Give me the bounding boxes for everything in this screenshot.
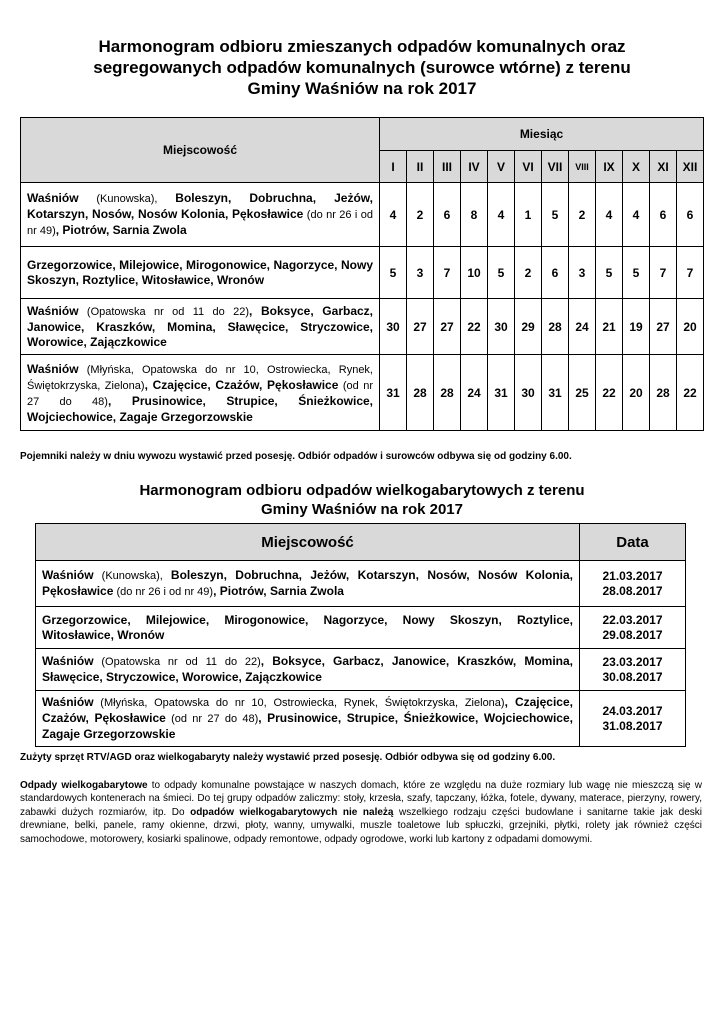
title-line: Harmonogram odbioru odpadów wielkogabarytowych z terenu xyxy=(139,482,585,499)
pickup-day-cell: 28 xyxy=(650,355,677,431)
pickup-day-cell: 27 xyxy=(407,299,434,355)
text-fragment: to odpady komunalne powstające w naszych domach, które ze względu na duże rozmiary lub wagę nie mieszczą się w standardowych kontenerach na śmieci. Do tej grupy odpadów zaliczmy: stoły, krzesła, szafy, tapczany, łóżka, fotele, dywany, materace, pierzyny, rowery, zabawki dużych rozmiarów, itp. Do xyxy=(20,780,703,818)
text-fragment: (Kunowska), xyxy=(93,569,171,582)
pickup-day-cell: 31 xyxy=(488,355,515,431)
mixed-waste-schedule-table xyxy=(20,117,704,431)
pickup-day-cell: 8 xyxy=(461,183,488,247)
month-header: II xyxy=(407,151,434,183)
location-cell xyxy=(21,355,380,431)
location-cell xyxy=(36,649,580,691)
pickup-day-cell: 28 xyxy=(542,299,569,355)
pickup-day-cell: 31 xyxy=(542,355,569,431)
pickup-day-cell: 20 xyxy=(623,355,650,431)
title-line: Harmonogram odbioru zmieszanych odpadów komunalnych oraz xyxy=(98,37,626,56)
location-cell xyxy=(21,183,380,247)
pickup-day-cell: 3 xyxy=(407,247,434,299)
pickup-day-cell: 4 xyxy=(596,183,623,247)
text-fragment: (od nr 27 do 48) xyxy=(165,713,259,725)
pickup-day-cell: 21 xyxy=(596,299,623,355)
text-fragment: Boleszyn, Dobruchna, Jeżów, Kotarszyn, Nosów, Nosów Kolonia, Pękosławice xyxy=(42,567,573,598)
month-header: III xyxy=(434,151,461,183)
date-cell xyxy=(580,561,686,607)
pickup-day-cell: 29 xyxy=(515,299,542,355)
text-fragment: (Młyńska, Opatowska do nr 10, Ostrowiecka, Rynek, Świętokrzyska, Zielona) xyxy=(27,363,373,392)
month-column-header: Miesiąc xyxy=(380,118,704,151)
pickup-day-cell: 5 xyxy=(488,247,515,299)
pickup-date: 21.03.2017 xyxy=(602,568,663,583)
text-fragment: (od nr 27 do 48) xyxy=(27,379,373,408)
text-fragment: Waśniów xyxy=(42,654,94,668)
text-fragment: , Czajęcice, Czażów, Pękosławice xyxy=(144,377,339,392)
text-fragment: Waśniów xyxy=(42,695,94,709)
text-fragment: (Opatowska nr od 11 do 22) xyxy=(93,656,261,668)
pickup-day-cell: 27 xyxy=(650,299,677,355)
text-fragment: Waśniów xyxy=(27,304,79,318)
table-row xyxy=(36,691,686,747)
pickup-day-cell: 2 xyxy=(569,183,596,247)
table-row xyxy=(21,183,704,247)
table-row xyxy=(36,561,686,607)
month-header: V xyxy=(488,151,515,183)
location-cell xyxy=(36,691,580,747)
text-fragment: , Boksyce, Garbacz, Janowice, Kraszków, Momina, Sławęcice, Stryczowice, Worowice, Zajączkowice xyxy=(42,654,573,684)
text-fragment: (Opatowska nr od 11 do 22) xyxy=(78,306,249,318)
text-fragment: Grzegorzowice, Milejowice, Mirogonowice, Nagorzyce, Nowy Skoszyn, Roztylice, Witosławice, Wronów xyxy=(27,258,373,287)
title-line: segregowanych odpadów komunalnych (surowce wtórne) z terenu xyxy=(93,58,631,77)
text-fragment: Waśniów xyxy=(42,567,94,582)
text-fragment: (do nr 26 i od nr 49) xyxy=(113,585,214,598)
pickup-day-cell: 31 xyxy=(380,355,407,431)
pickup-date: 23.03.2017 xyxy=(602,654,663,669)
container-note: Pojemniki należy w dniu wywozu wystawić przed posesję. Odbiór odpadów i surowców odbywa się od godziny 6.00. xyxy=(20,451,572,462)
location-cell xyxy=(36,561,580,607)
pickup-day-cell: 7 xyxy=(650,247,677,299)
pickup-day-cell: 6 xyxy=(677,183,704,247)
schedule-title-mixed-waste xyxy=(20,36,704,99)
table-row xyxy=(21,355,704,431)
pickup-day-cell: 4 xyxy=(488,183,515,247)
pickup-date: 29.08.2017 xyxy=(602,627,663,642)
text-fragment: wszelkiego rodzaju części budowlane i sanitarne takie jak deski drewniane, belki, panele, ramy okienne, drzwi, płoty, wanny, umywalki, muszle toaletowe lub spłuczki, grzejniki, płytki, rolety jak również części samochodowe, motorowery, kosiarki spalinowe, odpady remontowe, odpady ogrodowe, worki lub kartony z odpadami domowymi. xyxy=(20,806,703,845)
text-fragment: , Boksyce, Garbacz, Janowice, Kraszków, Momina, Sławęcice, Stryczowice, Worowice, Zajączkowice xyxy=(27,304,373,349)
date-column-header: Data xyxy=(580,524,686,561)
pickup-day-cell: 30 xyxy=(515,355,542,431)
text-fragment: (Młyńska, Opatowska do nr 10, Ostrowiecka, Rynek, Świętokrzyska, Zielona) xyxy=(93,697,505,709)
pickup-day-cell: 5 xyxy=(623,247,650,299)
text-fragment: (do nr 26 i od nr 49) xyxy=(27,209,374,237)
pickup-day-cell: 25 xyxy=(569,355,596,431)
month-header: XI xyxy=(650,151,677,183)
pickup-day-cell: 5 xyxy=(596,247,623,299)
pickup-day-cell: 6 xyxy=(650,183,677,247)
pickup-date: 22.03.2017 xyxy=(602,612,663,627)
month-header: VII xyxy=(542,151,569,183)
date-cell xyxy=(580,607,686,649)
pickup-day-cell: 30 xyxy=(488,299,515,355)
bulky-waste-schedule-table xyxy=(35,523,686,747)
text-fragment: , Piotrów, Sarnia Zwola xyxy=(213,583,344,598)
pickup-day-cell: 27 xyxy=(434,299,461,355)
text-fragment: Odpady wielkogabarytowe xyxy=(20,780,148,791)
pickup-day-cell: 30 xyxy=(380,299,407,355)
table-row xyxy=(21,299,704,355)
table-row xyxy=(36,649,686,691)
date-cell xyxy=(580,649,686,691)
location-column-header: Miejscowość xyxy=(36,524,580,561)
table-row xyxy=(21,247,704,299)
pickup-day-cell: 6 xyxy=(542,247,569,299)
pickup-day-cell: 5 xyxy=(380,247,407,299)
table-row xyxy=(36,607,686,649)
pickup-day-cell: 24 xyxy=(569,299,596,355)
bulky-waste-description xyxy=(20,779,702,846)
location-cell xyxy=(21,247,380,299)
pickup-date: 28.08.2017 xyxy=(602,583,663,598)
pickup-day-cell: 1 xyxy=(515,183,542,247)
pickup-day-cell: 2 xyxy=(407,183,434,247)
text-fragment: Boleszyn, Dobruchna, Jeżów, Kotarszyn, Nosów, Nosów Kolonia, Pękosławice xyxy=(27,191,373,221)
text-fragment: , Prusinowice, Strupice, Śnieżkowice, Wojciechowice, Zagaje Grzegorzowskie xyxy=(42,711,573,741)
pickup-day-cell: 2 xyxy=(515,247,542,299)
schedule-title-bulky-waste xyxy=(20,481,704,519)
location-cell xyxy=(36,607,580,649)
pickup-date: 24.03.2017 xyxy=(602,703,663,718)
pickup-date: 30.08.2017 xyxy=(602,669,663,684)
pickup-day-cell: 7 xyxy=(677,247,704,299)
month-header: X xyxy=(623,151,650,183)
pickup-day-cell: 6 xyxy=(434,183,461,247)
rtv-agd-note: Zużyty sprzęt RTV/AGD oraz wielkogabaryty należy wystawić przed posesję. Odbiór odbywa się od godziny 6.00. xyxy=(20,752,556,763)
text-fragment: Waśniów xyxy=(27,361,79,376)
pickup-day-cell: 4 xyxy=(623,183,650,247)
pickup-day-cell: 7 xyxy=(434,247,461,299)
month-header: IX xyxy=(596,151,623,183)
pickup-day-cell: 19 xyxy=(623,299,650,355)
pickup-day-cell: 22 xyxy=(461,299,488,355)
month-header: VIII xyxy=(569,151,596,183)
title-line: Gminy Waśniów na rok 2017 xyxy=(247,79,477,98)
pickup-day-cell: 24 xyxy=(461,355,488,431)
pickup-day-cell: 20 xyxy=(677,299,704,355)
pickup-day-cell: 22 xyxy=(677,355,704,431)
date-cell xyxy=(580,691,686,747)
pickup-date: 31.08.2017 xyxy=(602,718,663,733)
month-header: I xyxy=(380,151,407,183)
month-header: VI xyxy=(515,151,542,183)
pickup-day-cell: 5 xyxy=(542,183,569,247)
location-cell xyxy=(21,299,380,355)
pickup-day-cell: 10 xyxy=(461,247,488,299)
text-fragment: (Kunowska), xyxy=(78,193,176,205)
month-header: XII xyxy=(677,151,704,183)
pickup-day-cell: 22 xyxy=(596,355,623,431)
location-column-header: Miejscowość xyxy=(21,118,380,183)
text-fragment: Grzegorzowice, Milejowice, Mirogonowice, Nagorzyce, Nowy Skoszyn, Roztylice, Witosławice, Wronów xyxy=(42,612,573,642)
month-header: IV xyxy=(461,151,488,183)
text-fragment: , Czajęcice, Czażów, Pękosławice xyxy=(42,695,573,725)
pickup-day-cell: 3 xyxy=(569,247,596,299)
text-fragment: , Prusinowice, Strupice, Śnieżkowice, Wojciechowice, Zagaje Grzegorzowskie xyxy=(27,393,374,424)
text-fragment: Waśniów xyxy=(27,191,79,205)
text-fragment: , Piotrów, Sarnia Zwola xyxy=(55,223,187,237)
pickup-day-cell: 28 xyxy=(407,355,434,431)
text-fragment: odpadów wielkogabarytowych nie należą xyxy=(190,806,394,818)
pickup-day-cell: 28 xyxy=(434,355,461,431)
pickup-day-cell: 4 xyxy=(380,183,407,247)
title-line: Gminy Waśniów na rok 2017 xyxy=(260,501,463,518)
